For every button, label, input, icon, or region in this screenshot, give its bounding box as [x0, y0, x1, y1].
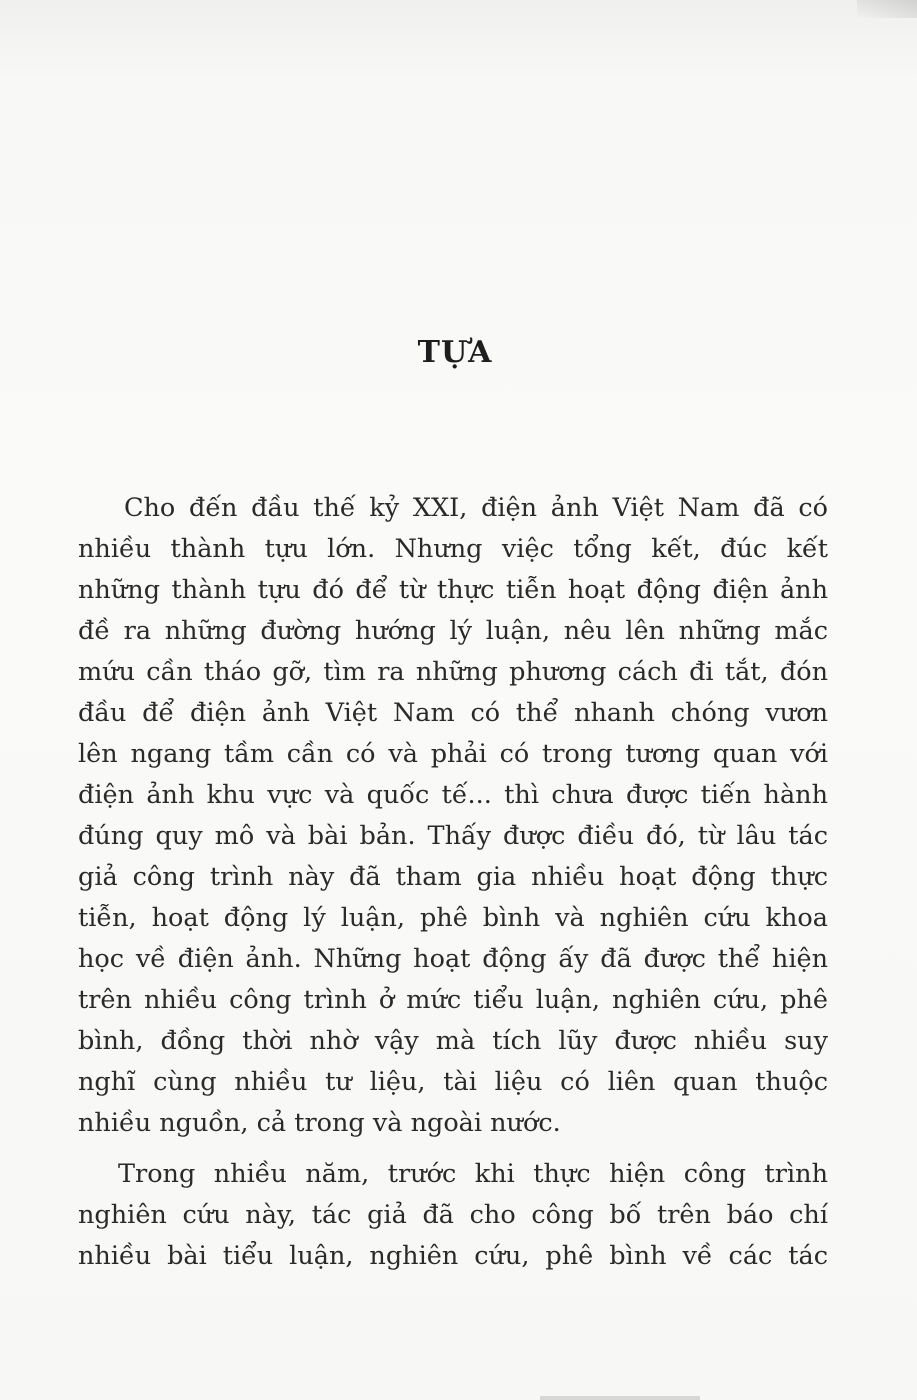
- preface-body: [78, 488, 828, 1277]
- text-line: đề ra những đường hướng lý luận, nêu lên những mắc: [78, 616, 828, 646]
- chapter-heading: TỰA: [417, 335, 493, 370]
- text-line: bình, đồng thời nhờ vậy mà tích lũy được nhiều suy: [78, 1026, 828, 1056]
- text-line: đầu để điện ảnh Việt Nam có thể nhanh chóng vươn: [78, 698, 828, 728]
- text-line: Cho đến đầu thế kỷ XXI, điện ảnh Việt Nam đã có: [124, 493, 828, 523]
- text-line: nghĩ cùng nhiều tư liệu, tài liệu có liên quan thuộc: [78, 1067, 828, 1097]
- text-line: học về điện ảnh. Những hoạt động ấy đã được thể hiện: [78, 944, 828, 974]
- text-line: nhiều thành tựu lớn. Nhưng việc tổng kết, đúc kết: [78, 534, 828, 564]
- page-bottom-mark: [540, 1396, 700, 1400]
- text-line: tiễn, hoạt động lý luận, phê bình và nghiên cứu khoa: [78, 903, 828, 933]
- text-line: nhiều nguồn, cả trong và ngoài nước.: [78, 1108, 561, 1138]
- text-line: nghiên cứu này, tác giả đã cho công bố trên báo chí: [78, 1200, 828, 1230]
- text-line: nhiều bài tiểu luận, nghiên cứu, phê bình về các tác: [78, 1241, 828, 1271]
- page-corner-shadow: [857, 0, 917, 18]
- text-line: giả công trình này đã tham gia nhiều hoạt động thực: [78, 862, 828, 892]
- text-line: những thành tựu đó để từ thực tiễn hoạt động điện ảnh: [78, 575, 828, 605]
- text-line: điện ảnh khu vực và quốc tế... thì chưa được tiến hành: [78, 780, 828, 810]
- text-line: lên ngang tầm cần có và phải có trong tương quan với: [78, 739, 828, 769]
- paragraph-1: [78, 488, 828, 1144]
- text-line: Trong nhiều năm, trước khi thực hiện công trình: [118, 1159, 828, 1189]
- text-line: trên nhiều công trình ở mức tiểu luận, nghiên cứu, phê: [78, 985, 828, 1015]
- paragraph-2: [78, 1154, 828, 1277]
- text-line: mứu cần tháo gỡ, tìm ra những phương cách đi tắt, đón: [78, 657, 828, 687]
- text-line: đúng quy mô và bài bản. Thấy được điều đó, từ lâu tác: [78, 821, 828, 851]
